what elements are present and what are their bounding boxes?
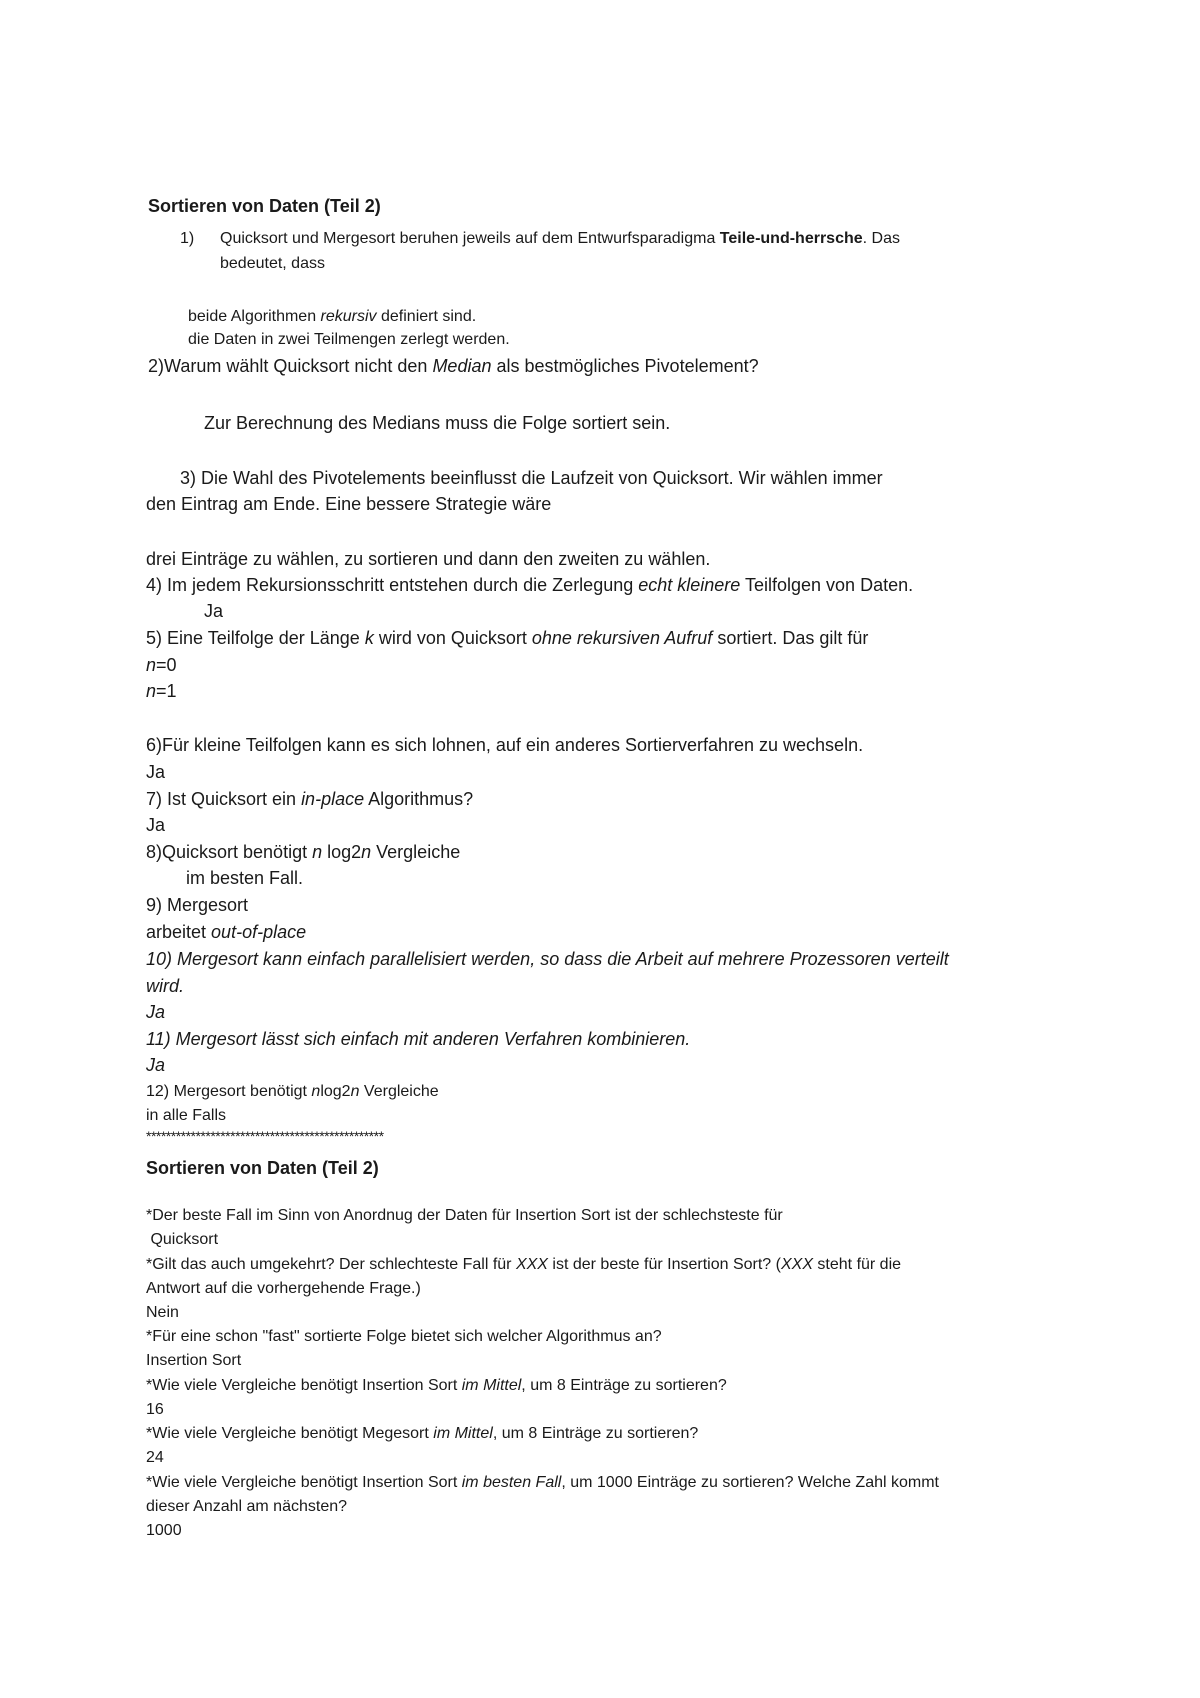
p2-question-1-continuation: Quicksort [146, 1231, 219, 1248]
p2-answer-2: Nein [146, 1304, 179, 1321]
question-10-line2: wird. [146, 976, 185, 996]
answer-8: im besten Fall. [186, 868, 304, 888]
question-8-text: 8)Quicksort benötigt n log2n Vergleiche [146, 842, 461, 862]
p2-answer-4: 16 [146, 1401, 164, 1418]
separator-line: ************************************************ [146, 1128, 384, 1144]
p2-question-6-text: *Wie viele Vergleiche benötigt Insertion Sort im besten Fall, um 1000 Einträge zu sortieren? Welche Zahl kommt [146, 1474, 939, 1491]
answer-7: Ja [146, 815, 166, 835]
p2-answer-5: 24 [146, 1449, 164, 1466]
answer-5a: n=0 [146, 655, 177, 675]
answer-1b: die Daten in zwei Teilmengen zerlegt werden. [188, 331, 510, 348]
question-10-line1: 10) Mergesort kann einfach parallelisiert werden, so dass die Arbeit auf mehrere Prozessoren verteilt [146, 949, 949, 969]
section-heading: Sortieren von Daten (Teil 2) [148, 196, 381, 216]
p2-question-3-text: *Für eine schon "fast" sortierte Folge bietet sich welcher Algorithmus an? [146, 1328, 662, 1345]
answer-3: drei Einträge zu wählen, zu sortieren und dann den zweiten zu wählen. [146, 549, 711, 569]
question-11-text: 11) Mergesort lässt sich einfach mit anderen Verfahren kombinieren. [146, 1029, 691, 1049]
answer-9: arbeitet out-of-place [146, 922, 307, 942]
p2-question-1-text: *Der beste Fall im Sinn von Anordnug der Daten für Insertion Sort ist der schlechsteste für [146, 1207, 783, 1224]
p2-question-6-line2: dieser Anzahl am nächsten? [146, 1498, 348, 1515]
answer-10: Ja [146, 1002, 166, 1022]
question-2-text: 2)Warum wählt Quicksort nicht den Median als bestmögliches Pivotelement? [148, 356, 759, 376]
answer-11: Ja [146, 1055, 166, 1075]
question-7-text: 7) Ist Quicksort ein in-place Algorithmus? [146, 789, 474, 809]
p2-answer-6: 1000 [146, 1522, 182, 1539]
question-4-text: 4) Im jedem Rekursionsschritt entstehen durch die Zerlegung echt kleinere Teilfolgen von Daten. [146, 575, 914, 595]
answer-1a: beide Algorithmen rekursiv definiert sind. [188, 308, 477, 325]
question-5-text: 5) Eine Teilfolge der Länge k wird von Quicksort ohne rekursiven Aufruf sortiert. Das gilt für [146, 628, 869, 648]
answer-6: Ja [146, 762, 166, 782]
question-1-text: Quicksort und Mergesort beruhen jeweils auf dem Entwurfsparadigma Teile-und-herrsche. Das [220, 230, 900, 247]
question-12-text: 12) Mergesort benötigt nlog2n Vergleiche [146, 1083, 439, 1100]
question-3-line1: 3) Die Wahl des Pivotelements beeinflusst die Laufzeit von Quicksort. Wir wählen immer [180, 468, 883, 488]
answer-12: in alle Falls [146, 1107, 227, 1124]
answer-2: Zur Berechnung des Medians muss die Folge sortiert sein. [204, 413, 671, 433]
question-1-continuation: bedeutet, dass [220, 255, 325, 272]
p2-question-5-text: *Wie viele Vergleiche benötigt Megesort im Mittel, um 8 Einträge zu sortieren? [146, 1425, 699, 1442]
question-number: 1) [180, 230, 195, 247]
question-3-line2: den Eintrag am Ende. Eine bessere Strategie wäre [146, 494, 552, 514]
answer-4: Ja [204, 601, 224, 621]
p2-question-4-text: *Wie viele Vergleiche benötigt Insertion Sort im Mittel, um 8 Einträge zu sortieren? [146, 1377, 727, 1394]
answer-5b: n=1 [146, 681, 177, 701]
question-6-text: 6)Für kleine Teilfolgen kann es sich lohnen, auf ein anderes Sortierverfahren zu wechseln. [146, 735, 864, 755]
p2-question-2-text: *Gilt das auch umgekehrt? Der schlechteste Fall für XXX ist der beste für Insertion Sort? (XXX steht für die [146, 1256, 902, 1273]
p2-answer-3: Insertion Sort [146, 1352, 242, 1369]
section-heading-2: Sortieren von Daten (Teil 2) [146, 1158, 379, 1178]
p2-question-2-line2: Antwort auf die vorhergehende Frage.) [146, 1280, 421, 1297]
question-9-text: 9) Mergesort [146, 895, 249, 915]
